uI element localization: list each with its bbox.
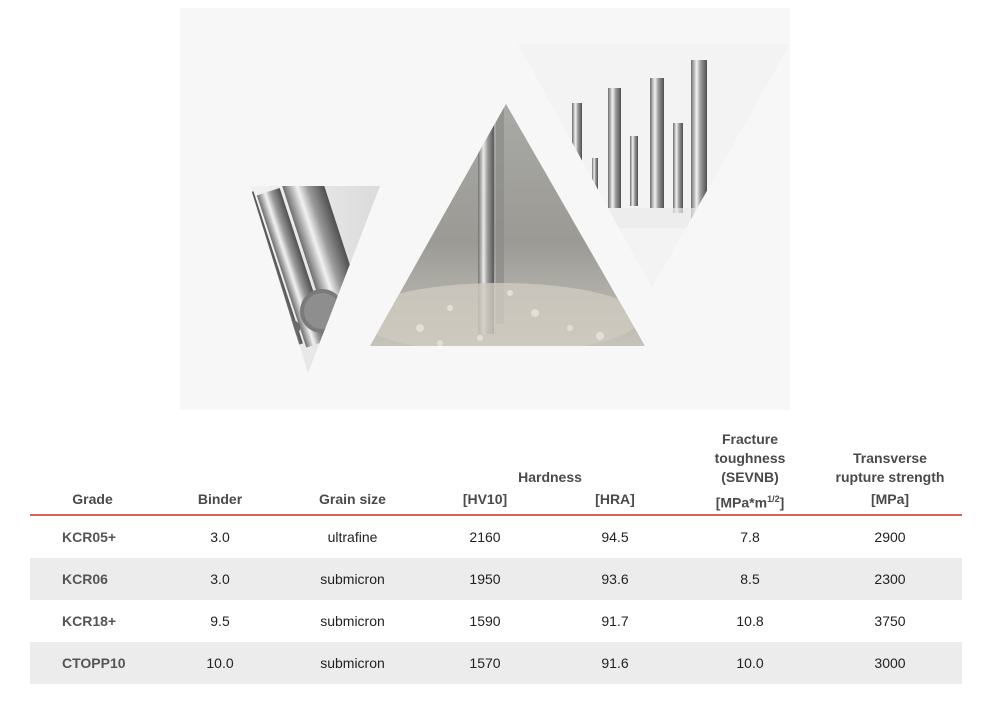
col-header-fracture-line3: (SEVNB)	[721, 469, 779, 485]
cell-hra: 91.7	[601, 613, 629, 629]
cell-trs: 3000	[874, 655, 906, 671]
cell-grade: KCR18+	[62, 613, 117, 629]
table-row	[30, 516, 962, 558]
col-header-hra: [HRA]	[595, 491, 635, 507]
cell-binder: 3.0	[210, 571, 230, 587]
table-row	[30, 642, 962, 684]
col-header-trs-line2: rupture strength	[835, 469, 945, 485]
cell-hv10: 1950	[469, 571, 501, 587]
rods-illustration	[180, 8, 790, 410]
grade-properties-table	[30, 420, 962, 684]
col-header-fracture-unit	[680, 490, 820, 512]
col-header-trs-line1: Transverse	[853, 450, 927, 466]
cell-hv10: 2160	[469, 529, 501, 545]
table-row	[30, 558, 962, 600]
cell-grain-size: submicron	[320, 571, 385, 587]
cell-grade: CTOPP10	[62, 655, 126, 671]
col-header-trs-unit: [MPa]	[870, 491, 910, 507]
cell-hra: 93.6	[601, 571, 629, 587]
cell-trs: 3750	[874, 613, 906, 629]
cell-grade: KCR06	[62, 571, 108, 587]
col-header-grade: Grade	[72, 491, 113, 507]
hero-product-image	[180, 8, 790, 410]
col-header-grain-size: Grain size	[319, 491, 386, 507]
table-header	[30, 420, 962, 516]
cell-trs: 2300	[874, 571, 906, 587]
col-header-fracture-line2: toughness	[714, 450, 786, 466]
cell-hra: 94.5	[601, 529, 629, 545]
cell-grain-size: ultrafine	[327, 529, 378, 545]
cell-fracture: 8.5	[740, 571, 760, 587]
cell-binder: 10.0	[206, 655, 234, 671]
cell-fracture: 7.8	[740, 529, 760, 545]
col-header-binder: Binder	[197, 491, 243, 507]
cell-fracture: 10.8	[736, 613, 764, 629]
cell-grain-size: submicron	[320, 613, 385, 629]
col-header-fracture-line1: Fracture	[721, 431, 779, 447]
col-header-hv10: [HV10]	[462, 491, 508, 507]
cell-hv10: 1590	[469, 613, 501, 629]
cell-grade: KCR05+	[62, 529, 117, 545]
fracture-unit-end: ]	[779, 494, 785, 511]
cell-hra: 91.6	[601, 655, 629, 671]
cell-grain-size: submicron	[320, 655, 385, 671]
cell-hv10: 1570	[469, 655, 501, 671]
cell-binder: 9.5	[210, 613, 230, 629]
cell-fracture: 10.0	[736, 655, 764, 671]
fracture-unit-exponent: 1/2	[767, 494, 780, 504]
fracture-unit-main: [MPa*m	[715, 494, 768, 511]
group-header-hardness: Hardness	[518, 469, 582, 485]
cell-trs: 2900	[874, 529, 906, 545]
table-row	[30, 600, 962, 642]
left-triangle-image	[236, 170, 390, 378]
cell-binder: 3.0	[210, 529, 230, 545]
